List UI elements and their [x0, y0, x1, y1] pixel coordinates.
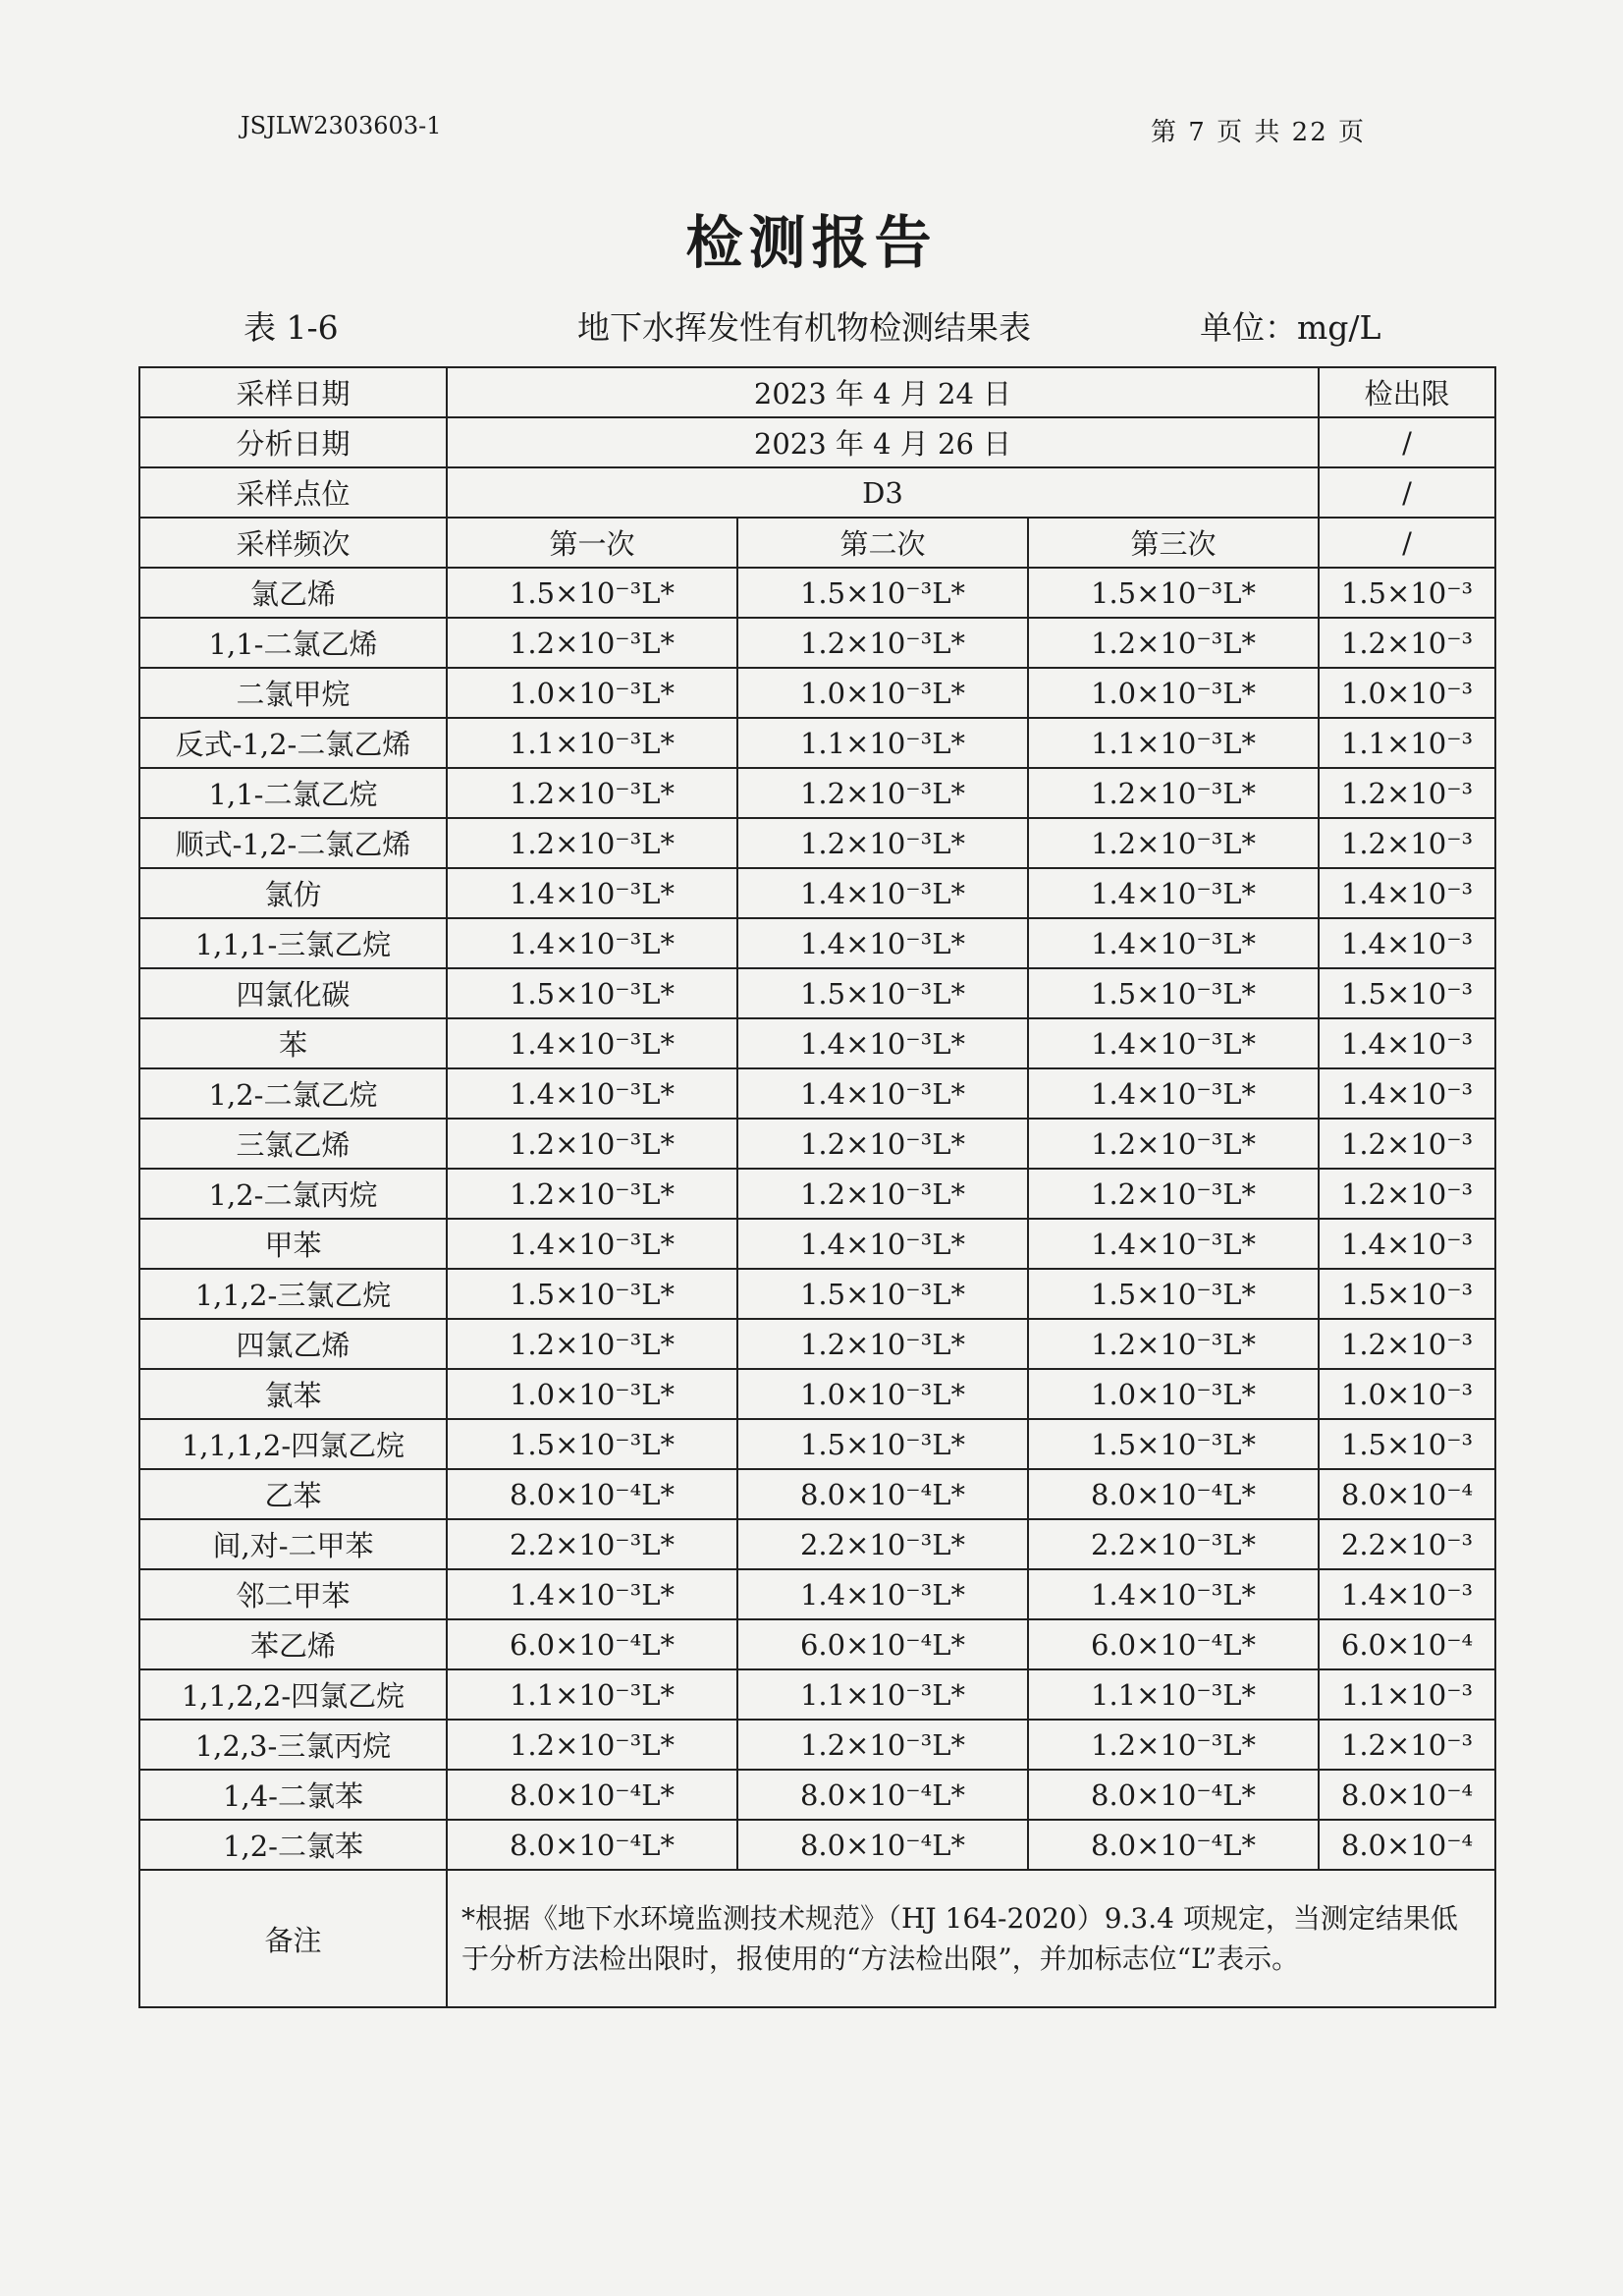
result-round-2: 1.2×10⁻³L*: [737, 818, 1028, 868]
detection-limit: 1.4×10⁻³: [1319, 1068, 1495, 1119]
result-round-2: 1.4×10⁻³L*: [737, 1068, 1028, 1119]
result-round-1: 1.4×10⁻³L*: [447, 1569, 737, 1619]
result-round-1: 8.0×10⁻⁴L*: [447, 1770, 737, 1820]
compound-name: 氯乙烯: [139, 568, 447, 618]
table-row: [139, 1319, 1495, 1369]
result-round-3: 2.2×10⁻³L*: [1028, 1519, 1319, 1569]
round-2-header: 第二次: [737, 518, 1028, 568]
compound-name: 1,2-二氯乙烷: [139, 1068, 447, 1119]
compound-name: 1,4-二氯苯: [139, 1770, 447, 1820]
result-round-1: 1.5×10⁻³L*: [447, 1419, 737, 1469]
compound-name: 1,1,1-三氯乙烷: [139, 918, 447, 968]
table-row: [139, 1119, 1495, 1169]
detection-limit: 6.0×10⁻⁴: [1319, 1619, 1495, 1669]
result-round-1: 1.4×10⁻³L*: [447, 1018, 737, 1068]
result-round-1: 1.2×10⁻³L*: [447, 618, 737, 668]
site-row: [139, 467, 1495, 518]
result-round-2: 1.0×10⁻³L*: [737, 668, 1028, 718]
results-table: [138, 366, 1496, 2008]
table-row: [139, 1269, 1495, 1319]
analysis-date-row: [139, 417, 1495, 467]
table-row: [139, 1519, 1495, 1569]
result-round-1: 1.4×10⁻³L*: [447, 868, 737, 918]
report-number: JSJLW2303603-1: [241, 112, 442, 139]
detection-limit: 1.2×10⁻³: [1319, 1119, 1495, 1169]
compound-name: 四氯乙烯: [139, 1319, 447, 1369]
result-round-2: 1.4×10⁻³L*: [737, 1569, 1028, 1619]
result-round-3: 1.0×10⁻³L*: [1028, 668, 1319, 718]
table-row: [139, 1569, 1495, 1619]
result-round-1: 1.4×10⁻³L*: [447, 918, 737, 968]
result-round-1: 1.1×10⁻³L*: [447, 718, 737, 768]
result-round-1: 1.2×10⁻³L*: [447, 1319, 737, 1369]
result-round-1: 8.0×10⁻⁴L*: [447, 1469, 737, 1519]
compound-name: 1,2-二氯苯: [139, 1820, 447, 1870]
result-round-3: 1.2×10⁻³L*: [1028, 618, 1319, 668]
table-row: [139, 1018, 1495, 1068]
compound-name: 二氯甲烷: [139, 668, 447, 718]
compound-name: 1,1-二氯乙烷: [139, 768, 447, 818]
result-round-1: 1.2×10⁻³L*: [447, 1720, 737, 1770]
result-round-3: 1.2×10⁻³L*: [1028, 1119, 1319, 1169]
result-round-3: 1.2×10⁻³L*: [1028, 1319, 1319, 1369]
table-row: [139, 718, 1495, 768]
remark-text: *根据《地下水环境监测技术规范》（HJ 164-2020）9.3.4 项规定，当测定结果低于分析方法检出限时，报使用的“方法检出限”，并加标志位“L”表示。: [447, 1870, 1495, 2007]
detection-limit: 1.5×10⁻³: [1319, 968, 1495, 1018]
result-round-3: 6.0×10⁻⁴L*: [1028, 1619, 1319, 1669]
result-round-3: 1.4×10⁻³L*: [1028, 1068, 1319, 1119]
table-row: [139, 668, 1495, 718]
result-round-3: 8.0×10⁻⁴L*: [1028, 1469, 1319, 1519]
compound-name: 顺式-1,2-二氯乙烯: [139, 818, 447, 868]
detection-limit: 1.2×10⁻³: [1319, 768, 1495, 818]
detection-limit: 1.2×10⁻³: [1319, 1319, 1495, 1369]
table-row: [139, 1619, 1495, 1669]
result-round-2: 8.0×10⁻⁴L*: [737, 1770, 1028, 1820]
result-round-3: 1.2×10⁻³L*: [1028, 768, 1319, 818]
table-row: [139, 818, 1495, 868]
detection-limit: 1.4×10⁻³: [1319, 868, 1495, 918]
analysis-date-value: 2023 年 4 月 26 日: [447, 417, 1319, 467]
compound-name: 三氯乙烯: [139, 1119, 447, 1169]
detection-limit: 1.5×10⁻³: [1319, 568, 1495, 618]
result-round-2: 1.0×10⁻³L*: [737, 1369, 1028, 1419]
table-row: [139, 768, 1495, 818]
result-round-2: 1.2×10⁻³L*: [737, 618, 1028, 668]
result-round-2: 1.4×10⁻³L*: [737, 868, 1028, 918]
site-value: D3: [447, 467, 1319, 518]
result-round-2: 1.4×10⁻³L*: [737, 918, 1028, 968]
result-round-1: 1.2×10⁻³L*: [447, 818, 737, 868]
result-round-3: 1.4×10⁻³L*: [1028, 1219, 1319, 1269]
result-round-3: 1.5×10⁻³L*: [1028, 568, 1319, 618]
table-name: 地下水挥发性有机物检测结果表: [577, 308, 1031, 347]
result-round-3: 1.4×10⁻³L*: [1028, 868, 1319, 918]
table-row: [139, 1820, 1495, 1870]
result-round-3: 1.2×10⁻³L*: [1028, 818, 1319, 868]
result-round-2: 1.2×10⁻³L*: [737, 1169, 1028, 1219]
compound-name: 1,1,2,2-四氯乙烷: [139, 1669, 447, 1720]
round-3-header: 第三次: [1028, 518, 1319, 568]
table-number: 表 1-6: [243, 308, 339, 347]
result-round-3: 1.5×10⁻³L*: [1028, 1419, 1319, 1469]
result-round-2: 2.2×10⁻³L*: [737, 1519, 1028, 1569]
result-round-2: 1.4×10⁻³L*: [737, 1018, 1028, 1068]
detection-limit: 1.4×10⁻³: [1319, 1018, 1495, 1068]
result-round-2: 1.2×10⁻³L*: [737, 1720, 1028, 1770]
result-round-3: 1.2×10⁻³L*: [1028, 1720, 1319, 1770]
compound-name: 四氯化碳: [139, 968, 447, 1018]
result-round-3: 1.2×10⁻³L*: [1028, 1169, 1319, 1219]
table-row: [139, 968, 1495, 1018]
result-round-3: 8.0×10⁻⁴L*: [1028, 1820, 1319, 1870]
result-round-2: 1.2×10⁻³L*: [737, 1119, 1028, 1169]
site-label: 采样点位: [139, 467, 447, 518]
compound-name: 反式-1,2-二氯乙烯: [139, 718, 447, 768]
result-round-3: 1.0×10⁻³L*: [1028, 1369, 1319, 1419]
table-row: [139, 1219, 1495, 1269]
result-round-3: 1.1×10⁻³L*: [1028, 1669, 1319, 1720]
compound-name: 氯苯: [139, 1369, 447, 1419]
slash-cell: /: [1319, 467, 1495, 518]
compound-name: 乙苯: [139, 1469, 447, 1519]
detection-limit: 8.0×10⁻⁴: [1319, 1469, 1495, 1519]
detection-limit: 8.0×10⁻⁴: [1319, 1820, 1495, 1870]
compound-name: 间,对-二甲苯: [139, 1519, 447, 1569]
result-round-1: 2.2×10⁻³L*: [447, 1519, 737, 1569]
table-row: [139, 618, 1495, 668]
remark-row: [139, 1870, 1495, 2007]
result-round-1: 1.2×10⁻³L*: [447, 1169, 737, 1219]
detection-limit: 1.5×10⁻³: [1319, 1419, 1495, 1469]
compound-name: 甲苯: [139, 1219, 447, 1269]
result-round-1: 1.1×10⁻³L*: [447, 1669, 737, 1720]
table-row: [139, 1720, 1495, 1770]
detection-limit: 2.2×10⁻³: [1319, 1519, 1495, 1569]
compound-name: 1,1,2-三氯乙烷: [139, 1269, 447, 1319]
result-round-3: 1.4×10⁻³L*: [1028, 1018, 1319, 1068]
result-round-2: 1.5×10⁻³L*: [737, 568, 1028, 618]
result-round-1: 6.0×10⁻⁴L*: [447, 1619, 737, 1669]
detection-limit: 1.5×10⁻³: [1319, 1269, 1495, 1319]
result-round-3: 1.4×10⁻³L*: [1028, 1569, 1319, 1619]
result-round-1: 1.5×10⁻³L*: [447, 568, 737, 618]
result-round-2: 6.0×10⁻⁴L*: [737, 1619, 1028, 1669]
result-round-1: 1.4×10⁻³L*: [447, 1219, 737, 1269]
table-row: [139, 1419, 1495, 1469]
sampling-date-label: 采样日期: [139, 367, 447, 417]
report-title: 检测报告: [685, 209, 938, 276]
slash-cell: /: [1319, 417, 1495, 467]
result-round-2: 1.1×10⁻³L*: [737, 718, 1028, 768]
slash-cell: /: [1319, 518, 1495, 568]
frequency-row: [139, 518, 1495, 568]
detection-limit: 1.0×10⁻³: [1319, 668, 1495, 718]
result-round-1: 1.0×10⁻³L*: [447, 1369, 737, 1419]
table-row: [139, 1770, 1495, 1820]
detection-limit: 8.0×10⁻⁴: [1319, 1770, 1495, 1820]
table-row: [139, 1469, 1495, 1519]
table-row: [139, 868, 1495, 918]
result-round-3: 1.1×10⁻³L*: [1028, 718, 1319, 768]
compound-name: 苯: [139, 1018, 447, 1068]
result-round-1: 8.0×10⁻⁴L*: [447, 1820, 737, 1870]
sampling-date-value: 2023 年 4 月 24 日: [447, 367, 1319, 417]
result-round-2: 1.5×10⁻³L*: [737, 1269, 1028, 1319]
table-row: [139, 568, 1495, 618]
detection-limit: 1.2×10⁻³: [1319, 1169, 1495, 1219]
round-1-header: 第一次: [447, 518, 737, 568]
detection-limit: 1.2×10⁻³: [1319, 1720, 1495, 1770]
result-round-1: 1.5×10⁻³L*: [447, 968, 737, 1018]
compound-name: 氯仿: [139, 868, 447, 918]
table-row: [139, 918, 1495, 968]
detection-limit: 1.2×10⁻³: [1319, 618, 1495, 668]
result-round-3: 1.5×10⁻³L*: [1028, 968, 1319, 1018]
result-round-1: 1.0×10⁻³L*: [447, 668, 737, 718]
compound-name: 1,1-二氯乙烯: [139, 618, 447, 668]
sampling-date-row: [139, 367, 1495, 417]
table-row: [139, 1369, 1495, 1419]
page-info: 第 7 页 共 22 页: [1151, 118, 1366, 147]
result-round-2: 1.5×10⁻³L*: [737, 1419, 1028, 1469]
detection-limit: 1.0×10⁻³: [1319, 1369, 1495, 1419]
result-round-1: 1.5×10⁻³L*: [447, 1269, 737, 1319]
table-row: [139, 1169, 1495, 1219]
compound-name: 1,2-二氯丙烷: [139, 1169, 447, 1219]
compound-name: 1,1,1,2-四氯乙烷: [139, 1419, 447, 1469]
result-round-2: 1.2×10⁻³L*: [737, 768, 1028, 818]
result-round-2: 8.0×10⁻⁴L*: [737, 1469, 1028, 1519]
frequency-label: 采样频次: [139, 518, 447, 568]
result-round-2: 1.1×10⁻³L*: [737, 1669, 1028, 1720]
analysis-date-label: 分析日期: [139, 417, 447, 467]
compound-name: 苯乙烯: [139, 1619, 447, 1669]
result-round-1: 1.2×10⁻³L*: [447, 768, 737, 818]
detection-limit: 1.4×10⁻³: [1319, 918, 1495, 968]
result-round-3: 1.4×10⁻³L*: [1028, 918, 1319, 968]
compound-name: 邻二甲苯: [139, 1569, 447, 1619]
detection-limit: 1.1×10⁻³: [1319, 1669, 1495, 1720]
table-row: [139, 1068, 1495, 1119]
result-round-1: 1.4×10⁻³L*: [447, 1068, 737, 1119]
result-round-2: 1.4×10⁻³L*: [737, 1219, 1028, 1269]
result-round-2: 8.0×10⁻⁴L*: [737, 1820, 1028, 1870]
result-round-2: 1.5×10⁻³L*: [737, 968, 1028, 1018]
compound-name: 1,2,3-三氯丙烷: [139, 1720, 447, 1770]
result-round-3: 8.0×10⁻⁴L*: [1028, 1770, 1319, 1820]
detection-limit-header: 检出限: [1319, 367, 1495, 417]
result-round-3: 1.5×10⁻³L*: [1028, 1269, 1319, 1319]
remark-label: 备注: [139, 1870, 447, 2007]
detection-limit: 1.1×10⁻³: [1319, 718, 1495, 768]
result-round-1: 1.2×10⁻³L*: [447, 1119, 737, 1169]
table-row: [139, 1669, 1495, 1720]
detection-limit: 1.2×10⁻³: [1319, 818, 1495, 868]
result-round-2: 1.2×10⁻³L*: [737, 1319, 1028, 1369]
detection-limit: 1.4×10⁻³: [1319, 1219, 1495, 1269]
unit-label: 单位：mg/L: [1200, 308, 1381, 347]
detection-limit: 1.4×10⁻³: [1319, 1569, 1495, 1619]
